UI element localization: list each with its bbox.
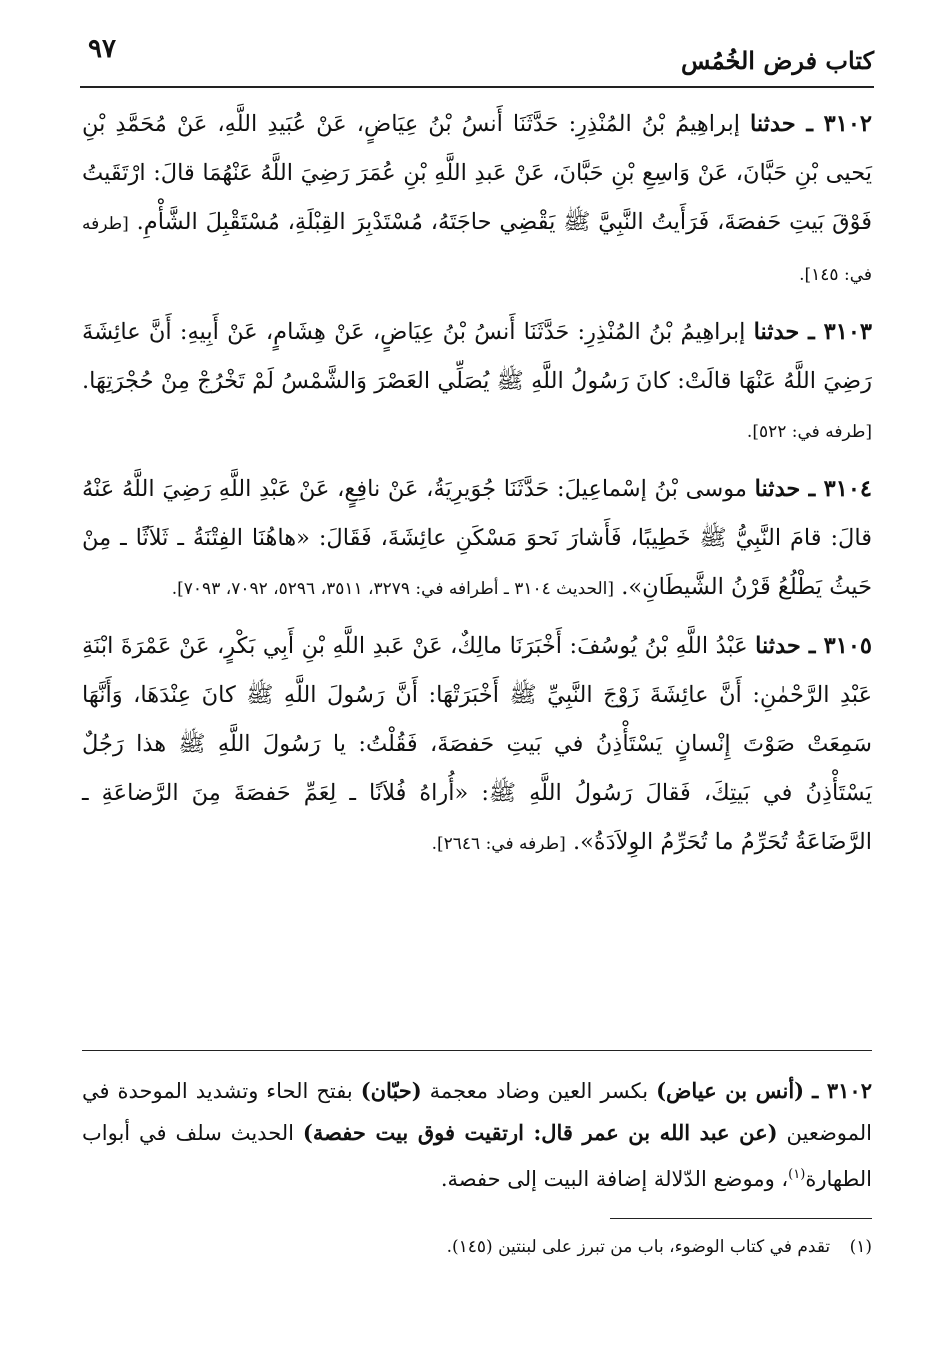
hadith-number: ٣١٠٥ ـ حدثنا <box>755 633 872 659</box>
commentary-text: الحديث سلف في أبواب الطهارة <box>82 1121 872 1191</box>
hadith-reference: [طرفه في: ١٤٥]. <box>82 214 872 285</box>
page-header <box>80 30 874 88</box>
commentary-number: ٣١٠٢ ـ <box>812 1078 872 1103</box>
hadith-text: إبراهِيمُ بْنُ المُنْذِرِ: حَدَّثَنَا أَنسُ بْنُ عِيَاضٍ، عَنْ عُبَيدِ اللَّهِ، عَنْ مُحَمَّدِ بْنِ يَحيى بْنِ حَبَّانَ، عَنْ وَاسِعِ بْنِ حَبَّانَ، عَنْ عَبدِ اللَّهِ بْنِ عُمَرَ رَضِيَ اللَّهُ عَنْهُمَا قالَ: ارْتَقَيتُ فَوْقَ بَيتِ حَفصَةَ، فَرَأَيتُ النَّبِيَّ ﷺ يَقْضِي حاجَتَهُ، مُسْتَدْبِرَ القِبْلَةِ، مُسْتَقْبِلَ الشَّأْمِ. <box>82 111 872 235</box>
footnote <box>82 1232 872 1262</box>
commentary-block <box>82 1070 872 1200</box>
book-title: كتاب فرض الخُمُس <box>681 46 874 75</box>
commentary-text: ، وموضع الدّلالة إضافة البيت إلى حفصة. <box>440 1167 789 1191</box>
hadith-number: ٣١٠٤ ـ حدثنا <box>754 476 873 502</box>
commentary-text: بفتح الحاء وتشديد الموحدة في الموضعين <box>82 1079 872 1145</box>
commentary-term: (حبّان) <box>360 1078 422 1103</box>
hadith-reference: [طرفه في: ٢٦٤٦]. <box>431 834 566 854</box>
footnote-marker: (١) <box>849 1237 872 1257</box>
hadith-number: ٣١٠٢ ـ حدثنا <box>750 111 872 137</box>
hadith-3103 <box>82 308 872 457</box>
footnote-divider <box>610 1218 872 1219</box>
hadith-body <box>82 100 872 877</box>
hadith-text: إبراهِيمُ بْنُ المُنْذِرِ: حَدَّثَنَا أَنسُ بْنُ عِيَاضٍ، عَنْ هِشَامٍ، عَنْ أَبِيهِ: أَنَّ عائِشَةَ رَضِيَ اللَّهُ عَنْهَا قالَتْ: كانَ رَسُولُ اللَّهِ ﷺ يُصَلِّي العَصْرَ وَالشَّمْسُ لَمْ تَخْرُجْ مِنْ حُجْرَتِهَا. <box>82 319 872 394</box>
hadith-3104 <box>82 465 872 614</box>
hadith-reference: [الحديث ٣١٠٤ ـ أطرافه في: ٣٢٧٩، ٣٥١١، ٥٢٩٦، ٧٠٩٢، ٧٠٩٣]. <box>171 579 615 599</box>
footnote-reference[interactable]: (١) <box>788 1167 806 1182</box>
hadith-3105 <box>82 622 872 869</box>
commentary-divider <box>82 1050 872 1051</box>
hadith-3102 <box>82 100 872 300</box>
hadith-text: موسى بْنُ إسْماعِيلَ: حَدَّثَنَا جُوَيرِيَةُ، عَنْ نافِعٍ، عَنْ عَبْدِ اللَّهِ رَضِيَ اللَّهُ عَنْهُ قالَ: قامَ النَّبِيُّ ﷺ خَطِيبًا، فَأَشارَ نَحوَ مَسْكَنِ عائِشَةَ، فَقَالَ: «هاهُنَا الفِتْنَةُ ـ ثَلاَثًا ـ مِنْ حَيثُ يَطْلُعُ قَرْنُ الشَّيطَانِ». <box>82 476 872 600</box>
commentary-term: (عن عبد الله بن عمر قال: ارتقيت فوق بيت حفصة) <box>302 1120 778 1145</box>
hadith-text: عَبْدُ اللَّهِ بْنُ يُوسُفَ: أَخْبَرَنَا مالِكٌ، عَنْ عَبدِ اللَّهِ بْنِ أَبِي بَكْرٍ، عَنْ عَمْرَةَ ابْنَةِ عَبْدِ الرَّحْمٰنِ: أَنَّ عائِشَةَ زَوْجَ النَّبِيِّ ﷺ أَخْبَرَتْهَا: أَنَّ رَسُولَ اللَّهِ ﷺ كانَ عِنْدَهَا، وَأَنَّهَا سَمِعَتْ صَوْتَ إِنْسانٍ يَسْتَأْذِنُ في بَيتِ حَفصَةَ، فَقُلْتُ: يا رَسُولَ اللَّهِ ﷺ هذا رَجُلٌ يَسْتَأْذِنُ في بَيتِكَ، فَقالَ رَسُولُ اللَّهِ ﷺ: «أُراهُ فُلاَنًا ـ لِعَمِّ حَفصَةَ مِنَ الرَّضاعَةِ ـ الرَّضَاعَةُ تُحَرِّمُ ما تُحَرِّمُ الوِلاَدَةُ». <box>82 633 872 855</box>
page-number: ٩٧ <box>88 34 116 64</box>
hadith-reference: [طرفه في: ٥٢٢]. <box>746 422 872 442</box>
commentary-text: بكسر العين وضاد معجمة <box>421 1079 657 1103</box>
commentary-term: (أنس بن عياض) <box>656 1078 805 1103</box>
footnote-text: تقدم في كتاب الوضوء، باب من تبرز على لبنتين (١٤٥). <box>446 1237 831 1257</box>
hadith-number: ٣١٠٣ ـ حدثنا <box>753 319 872 345</box>
